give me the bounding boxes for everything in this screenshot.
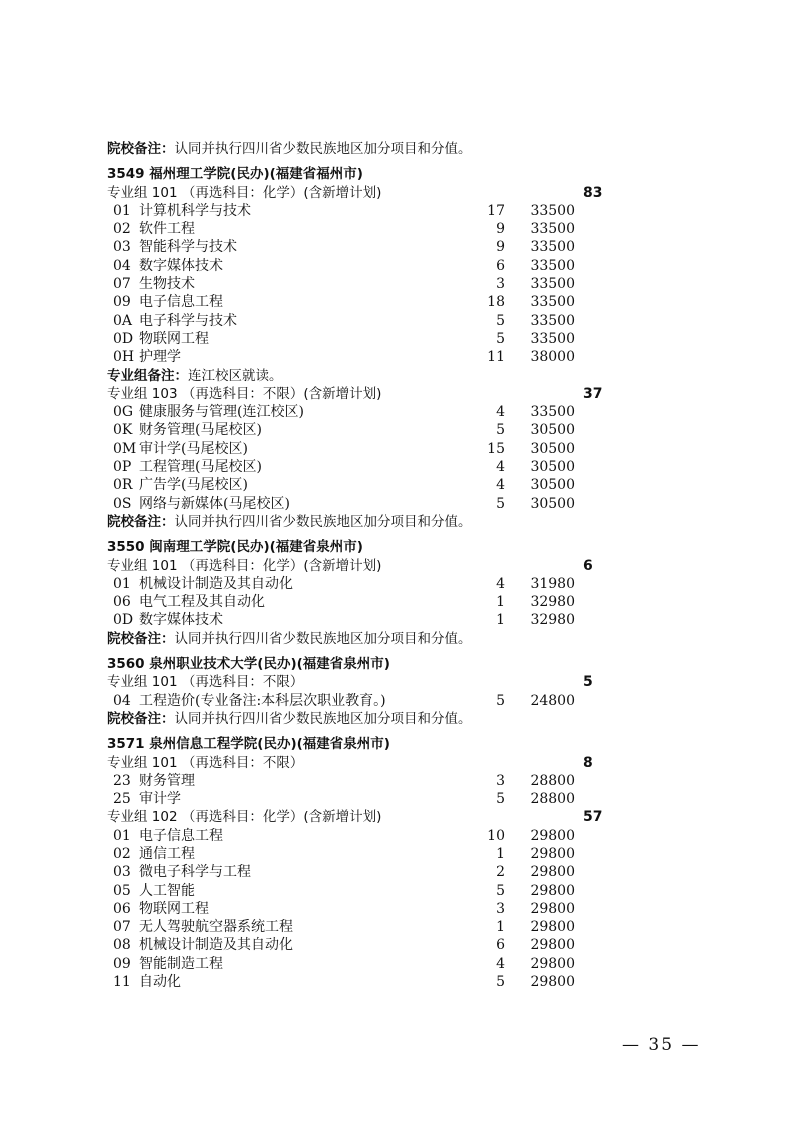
major-count: 4 [496,404,505,421]
major-row [107,458,667,476]
school-note [107,630,667,648]
group-count: 83 [583,184,603,201]
school-title: 3550 闽南理工学院(民办)(福建省泉州市) [107,539,363,556]
major-code: 01 [113,202,131,219]
major-name: 工程造价(专业备注:本科层次职业教育。) [139,692,386,709]
major-count: 5 [496,974,505,991]
major-name: 生物技术 [139,276,195,293]
major-fee: 29800 [530,937,575,954]
major-row [107,440,667,458]
school-title: 3560 泉州职业技术大学(民办)(福建省泉州市) [107,656,390,673]
major-count: 9 [496,239,505,256]
note-label: 院校备注： [107,513,175,530]
major-fee: 28800 [530,791,575,808]
major-count: 3 [496,900,505,917]
group-title: 专业组 101 （再选科目：化学）(含新增计划) [107,184,382,201]
major-name: 机械设计制造及其自动化 [139,937,293,954]
major-code: 04 [113,257,131,274]
major-fee: 29800 [530,900,575,917]
major-row [107,692,667,710]
major-name: 财务管理 [139,772,195,789]
major-fee: 29800 [530,882,575,899]
major-code: 04 [113,692,131,709]
major-name: 电子信息工程 [139,294,223,311]
major-fee: 33500 [530,202,575,219]
major-code: 0G [113,404,134,421]
major-fee: 33500 [530,221,575,238]
group-row [107,808,667,826]
group-title: 专业组 101 （再选科目：不限） [107,754,304,771]
major-fee: 28800 [530,772,575,789]
major-row [107,790,667,808]
school-title: 3571 泉州信息工程学院(民办)(福建省泉州市) [107,736,390,753]
major-count: 4 [496,459,505,476]
major-row [107,275,667,293]
major-row [107,955,667,973]
major-name: 审计学(马尾校区) [139,440,248,457]
major-code: 02 [113,221,131,238]
major-fee: 33500 [530,330,575,347]
group-count: 6 [583,557,593,574]
major-count: 5 [496,882,505,899]
major-row [107,611,667,629]
note-label: 专业组备注： [107,367,188,384]
major-code: 0H [113,349,135,366]
major-name: 无人驾驶航空器系统工程 [139,919,293,936]
major-count: 5 [496,791,505,808]
major-name: 工程管理(马尾校区) [139,459,262,476]
major-count: 5 [496,330,505,347]
major-code: 0M [113,440,137,457]
major-count: 4 [496,575,505,592]
major-count: 3 [496,772,505,789]
group-title: 专业组 101 （再选科目：化学）(含新增计划) [107,557,382,574]
group-title: 专业组 101 （再选科目：不限） [107,674,304,691]
major-name: 广告学(马尾校区) [139,477,248,494]
major-code: 0R [113,477,133,494]
document-body [107,140,667,991]
major-name: 物联网工程 [139,330,209,347]
major-count: 5 [496,422,505,439]
major-row [107,202,667,220]
major-fee: 29800 [530,827,575,844]
major-count: 2 [496,864,505,881]
major-row [107,863,667,881]
major-code: 0K [113,422,133,439]
major-row [107,403,667,421]
major-row [107,238,667,256]
major-fee: 29800 [530,845,575,862]
major-name: 电气工程及其自动化 [139,594,265,611]
major-code: 0D [113,612,134,629]
major-fee: 29800 [530,919,575,936]
major-row [107,936,667,954]
major-fee: 33500 [530,294,575,311]
major-code: 0S [113,495,132,512]
major-code: 0D [113,330,134,347]
major-row [107,900,667,918]
major-name: 物联网工程 [139,900,209,917]
major-name: 护理学 [139,349,181,366]
major-fee: 30500 [530,422,575,439]
school-list [107,165,667,991]
major-name: 电子科学与技术 [139,312,237,329]
major-name: 财务管理(马尾校区) [139,422,262,439]
major-code: 06 [113,900,131,917]
major-count: 18 [487,294,505,311]
group-row [107,184,667,202]
group-row [107,557,667,575]
major-name: 计算机科学与技术 [139,202,251,219]
major-code: 03 [113,239,131,256]
major-fee: 33500 [530,257,575,274]
major-fee: 33500 [530,404,575,421]
note-label: 院校备注： [107,630,175,647]
major-fee: 30500 [530,440,575,457]
major-fee: 29800 [530,864,575,881]
major-fee: 30500 [530,477,575,494]
major-name: 智能制造工程 [139,955,223,972]
major-name: 通信工程 [139,845,195,862]
major-row [107,348,667,366]
major-name: 网络与新媒体(马尾校区) [139,495,290,512]
major-count: 3 [496,276,505,293]
group-title: 专业组 103 （再选科目：不限）(含新增计划) [107,385,382,402]
major-count: 17 [487,202,505,219]
major-row [107,495,667,513]
major-count: 5 [496,692,505,709]
major-code: 07 [113,276,131,293]
major-code: 01 [113,575,131,592]
major-count: 5 [496,312,505,329]
major-fee: 38000 [530,349,575,366]
note-text: 连江校区就读。 [188,367,283,384]
major-count: 1 [496,594,505,611]
major-row [107,293,667,311]
major-code: 08 [113,937,131,954]
major-count: 4 [496,477,505,494]
note-text: 认同并执行四川省少数民族地区加分项目和分值。 [174,141,472,157]
group-count: 57 [583,809,603,826]
major-row [107,476,667,494]
major-fee: 30500 [530,495,575,512]
major-count: 4 [496,955,505,972]
major-count: 1 [496,919,505,936]
group-row [107,385,667,403]
major-count: 1 [496,845,505,862]
major-count: 5 [496,495,505,512]
group-row [107,754,667,772]
major-row [107,827,667,845]
major-name: 审计学 [139,791,181,808]
major-name: 数字媒体技术 [139,612,223,629]
major-count: 11 [487,349,505,366]
major-code: 09 [113,955,131,972]
group-count: 37 [583,385,603,402]
major-name: 软件工程 [139,221,195,238]
major-fee: 29800 [530,974,575,991]
major-row [107,593,667,611]
page-number: — 35 — [622,1035,701,1055]
major-fee: 32980 [530,594,575,611]
major-row [107,575,667,593]
major-code: 09 [113,294,131,311]
group-count: 5 [583,674,593,691]
major-code: 25 [113,791,131,808]
school-note [107,513,667,531]
group-row [107,673,667,691]
major-code: 07 [113,919,131,936]
intro-note [107,140,667,158]
major-code: 01 [113,827,131,844]
major-row [107,882,667,900]
major-count: 6 [496,937,505,954]
major-code: 03 [113,864,131,881]
major-name: 数字媒体技术 [139,257,223,274]
group-count: 8 [583,754,593,771]
note-text: 认同并执行四川省少数民族地区加分项目和分值。 [174,710,472,727]
major-name: 自动化 [139,974,181,991]
major-name: 电子信息工程 [139,827,223,844]
major-fee: 33500 [530,239,575,256]
major-row [107,918,667,936]
major-name: 健康服务与管理(连江校区) [139,404,304,421]
note-text: 认同并执行四川省少数民族地区加分项目和分值。 [174,630,472,647]
major-code: 05 [113,882,131,899]
major-row [107,845,667,863]
note-text: 认同并执行四川省少数民族地区加分项目和分值。 [174,513,472,530]
major-count: 15 [487,440,505,457]
group-note [107,367,667,385]
school-title: 3549 福州理工学院(民办)(福建省福州市) [107,166,363,183]
major-code: 06 [113,594,131,611]
major-name: 人工智能 [139,882,195,899]
major-row [107,330,667,348]
major-row [107,772,667,790]
note-label: 院校备注： [107,710,175,727]
major-count: 6 [496,257,505,274]
major-code: 02 [113,845,131,862]
major-name: 智能科学与技术 [139,239,237,256]
school-note [107,710,667,728]
major-name: 机械设计制造及其自动化 [139,575,293,592]
major-row [107,220,667,238]
major-count: 9 [496,221,505,238]
major-row [107,257,667,275]
major-count: 10 [487,827,505,844]
major-fee: 33500 [530,276,575,293]
major-count: 1 [496,612,505,629]
major-fee: 33500 [530,312,575,329]
major-fee: 29800 [530,955,575,972]
major-fee: 31980 [530,575,575,592]
major-row [107,421,667,439]
major-fee: 32980 [530,612,575,629]
major-code: 0A [113,312,133,329]
major-code: 11 [113,974,131,991]
major-name: 微电子科学与工程 [139,864,251,881]
major-code: 0P [113,459,132,476]
major-row [107,312,667,330]
group-title: 专业组 102 （再选科目：化学）(含新增计划) [107,809,382,826]
major-row [107,973,667,991]
major-fee: 24800 [530,692,575,709]
major-code: 23 [113,772,131,789]
major-fee: 30500 [530,459,575,476]
note-label: 院校备注： [107,141,175,157]
